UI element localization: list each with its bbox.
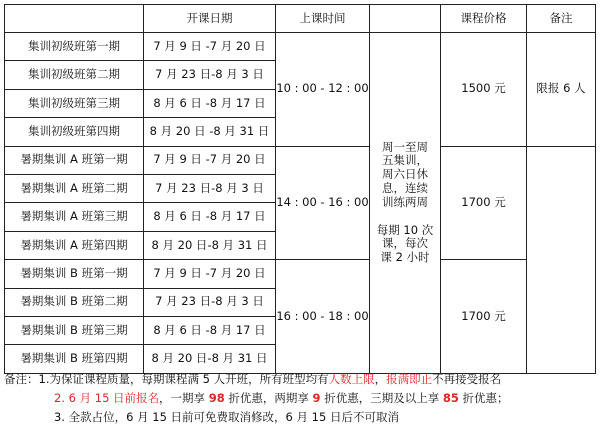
header-remark: 备注 [527,5,596,33]
class-time: 14 : 00 - 16 : 00 [276,146,370,260]
note-highlight: 2. 6 月 15 日前报名 [54,391,160,405]
frequency-line: 每期 10 次 [376,222,434,237]
course-name: 暑期集训 A 班第三期 [5,203,144,231]
notes-section [4,370,595,428]
course-date: 7 月 23 日-8 月 3 日 [144,61,276,89]
table-row [5,33,596,61]
note-text: ， [374,372,387,386]
table-header-row [5,5,596,33]
note-text: 折优惠，三期及以上享 [320,391,443,405]
course-date: 7 月 9 日 -7 月 20 日 [144,146,276,174]
course-date: 8 月 20 日 -8 月 31 日 [144,118,276,146]
frequency-line: 周六日休 [382,167,428,182]
header-price: 课程价格 [441,5,527,33]
course-name: 集训初级班第二期 [5,61,144,89]
course-name: 暑期集训 A 班第四期 [5,231,144,259]
note-line-3: 3. 全款占位，6 月 15 日前可免费取消修改，6 月 15 日后不可取消 [54,410,399,424]
course-date: 8 月 20 日-8 月 31 日 [144,231,276,259]
frequency-line: 息，连续 [382,181,428,196]
course-date: 7 月 9 日 -7 月 20 日 [144,33,276,61]
note-line-2 [4,389,595,408]
course-schedule-table [4,4,596,374]
discount-value: 9 [312,391,321,405]
course-name: 暑期集训 B 班第四期 [5,345,144,373]
header-frequency [370,5,441,33]
course-date: 7 月 23 日-8 月 3 日 [144,174,276,202]
class-time: 10 : 00 - 12 : 00 [276,33,370,147]
header-start-date: 开课日期 [144,5,276,33]
frequency-description [370,33,441,374]
frequency-line: 课 2 小时 [380,250,430,265]
course-price: 1700 元 [441,146,527,260]
course-name: 暑期集训 A 班第二期 [5,174,144,202]
course-date: 8 月 6 日 -8 月 17 日 [144,203,276,231]
discount-value: 85 [442,391,459,405]
course-name: 暑期集训 A 班第一期 [5,146,144,174]
discount-value: 98 [208,391,225,405]
course-date: 8 月 6 日 -8 月 17 日 [144,89,276,117]
header-course [5,5,144,33]
frequency-line: 训练两周 [382,194,428,209]
header-class-time: 上课时间 [276,5,370,33]
frequency-line: 周一至周 [382,139,428,154]
course-name: 暑期集训 B 班第三期 [5,316,144,344]
note-text: 折优惠； [458,391,509,405]
frequency-line: 五集训， [382,153,428,168]
course-price: 1700 元 [441,260,527,374]
course-name: 集训初级班第一期 [5,33,144,61]
table-row [5,260,596,288]
course-name: 集训初级班第三期 [5,89,144,117]
course-remark-empty [527,146,596,373]
course-date: 8 月 20 日-8 月 31 日 [144,345,276,373]
course-date: 8 月 6 日 -8 月 17 日 [144,316,276,344]
note-text: 不再接受报名 [432,372,502,386]
note-highlight: 报满即止 [386,372,433,386]
note-text: 备注：1.为保证课程质量，每期课程满 5 人开班，所有班型均有 [4,372,329,386]
course-date: 7 月 23 日-8 月 3 日 [144,288,276,316]
class-time: 16 : 00 - 18 : 00 [276,260,370,374]
course-name: 暑期集训 B 班第一期 [5,260,144,288]
course-name: 集训初级班第四期 [5,118,144,146]
course-price: 1500 元 [441,33,527,147]
note-text: 折优惠，两期享 [224,391,313,405]
frequency-line: 课，每次 [382,236,428,251]
note-text: ，一期享 [159,391,209,405]
note-line-1 [4,370,595,389]
course-remark: 限报 6 人 [527,33,596,147]
course-date: 7 月 9 日 -7 月 20 日 [144,260,276,288]
frequency-gap [370,210,440,224]
table-row [5,146,596,174]
note-highlight: 人数上限 [328,372,375,386]
course-name: 暑期集训 B 班第二期 [5,288,144,316]
